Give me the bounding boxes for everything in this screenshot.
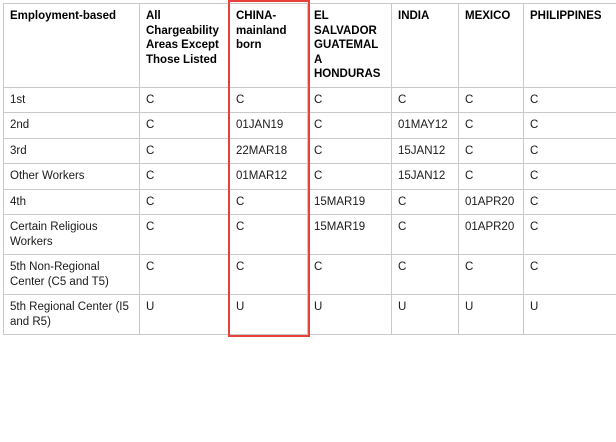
- column-header-el-salvador-guatemala-honduras: EL SALVADOR GUATEMALA HONDURAS: [308, 4, 392, 88]
- cell-india: 15JAN12: [392, 164, 459, 190]
- row-label: 5th Non-Regional Center (C5 and T5): [4, 255, 140, 295]
- cell-india: 15JAN12: [392, 138, 459, 164]
- cell-india: C: [392, 189, 459, 215]
- cell-china: C: [230, 189, 308, 215]
- table-header-row: [4, 4, 616, 88]
- cell-el-salvador: C: [308, 164, 392, 190]
- table-row: [4, 215, 616, 255]
- employment-based-visa-table: [3, 3, 616, 335]
- cell-philippines: C: [524, 189, 616, 215]
- cell-all-areas: C: [140, 164, 230, 190]
- cell-philippines: C: [524, 215, 616, 255]
- cell-china: U: [230, 295, 308, 335]
- cell-philippines: C: [524, 138, 616, 164]
- cell-mexico: C: [459, 87, 524, 113]
- row-label: 1st: [4, 87, 140, 113]
- cell-all-areas: C: [140, 189, 230, 215]
- row-label: Certain Religious Workers: [4, 215, 140, 255]
- row-label: 2nd: [4, 113, 140, 139]
- table-header: [4, 4, 616, 88]
- cell-china: 22MAR18: [230, 138, 308, 164]
- cell-el-salvador: C: [308, 87, 392, 113]
- table-row: [4, 189, 616, 215]
- cell-mexico: U: [459, 295, 524, 335]
- table-row: [4, 138, 616, 164]
- row-label: 3rd: [4, 138, 140, 164]
- cell-all-areas: C: [140, 87, 230, 113]
- cell-india: C: [392, 255, 459, 295]
- cell-mexico: C: [459, 255, 524, 295]
- cell-mexico: C: [459, 138, 524, 164]
- table-row: [4, 87, 616, 113]
- row-label: Other Workers: [4, 164, 140, 190]
- row-label: 4th: [4, 189, 140, 215]
- cell-mexico: C: [459, 113, 524, 139]
- cell-philippines: U: [524, 295, 616, 335]
- table-row: [4, 113, 616, 139]
- table-body: [4, 87, 616, 335]
- cell-all-areas: C: [140, 255, 230, 295]
- row-label: 5th Regional Center (I5 and R5): [4, 295, 140, 335]
- column-header-employment-based: Employment-based: [4, 4, 140, 88]
- cell-china: 01MAR12: [230, 164, 308, 190]
- cell-mexico: 01APR20: [459, 215, 524, 255]
- cell-china: C: [230, 255, 308, 295]
- cell-el-salvador: C: [308, 138, 392, 164]
- cell-india: C: [392, 87, 459, 113]
- table-row: [4, 255, 616, 295]
- cell-india: U: [392, 295, 459, 335]
- cell-all-areas: C: [140, 113, 230, 139]
- cell-china: C: [230, 87, 308, 113]
- cell-china: 01JAN19: [230, 113, 308, 139]
- cell-mexico: 01APR20: [459, 189, 524, 215]
- visa-bulletin-table-container: [0, 3, 616, 335]
- cell-mexico: C: [459, 164, 524, 190]
- cell-china: C: [230, 215, 308, 255]
- cell-el-salvador: U: [308, 295, 392, 335]
- cell-el-salvador: 15MAR19: [308, 215, 392, 255]
- cell-india: C: [392, 215, 459, 255]
- cell-all-areas: C: [140, 215, 230, 255]
- cell-philippines: C: [524, 255, 616, 295]
- cell-philippines: C: [524, 87, 616, 113]
- table-row: [4, 164, 616, 190]
- column-header-philippines: PHILIPPINES: [524, 4, 616, 88]
- cell-el-salvador: 15MAR19: [308, 189, 392, 215]
- column-header-all-areas: All Chargeability Areas Except Those Listed: [140, 4, 230, 88]
- cell-el-salvador: C: [308, 255, 392, 295]
- cell-all-areas: C: [140, 138, 230, 164]
- cell-philippines: C: [524, 164, 616, 190]
- cell-india: 01MAY12: [392, 113, 459, 139]
- column-header-india: INDIA: [392, 4, 459, 88]
- cell-el-salvador: C: [308, 113, 392, 139]
- cell-philippines: C: [524, 113, 616, 139]
- column-header-china: CHINA-mainland born: [230, 4, 308, 88]
- table-row: [4, 295, 616, 335]
- cell-all-areas: U: [140, 295, 230, 335]
- column-header-mexico: MEXICO: [459, 4, 524, 88]
